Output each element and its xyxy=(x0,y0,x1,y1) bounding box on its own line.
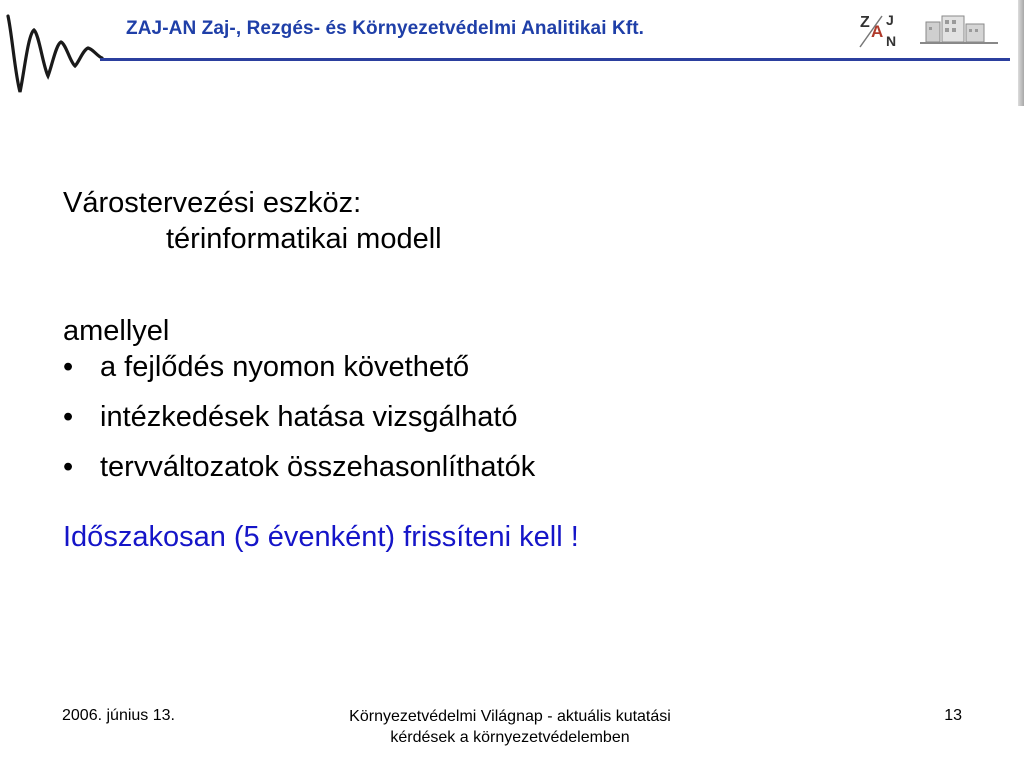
bullet-text: a fejlődés nyomon követhető xyxy=(100,350,470,383)
page-number: 13 xyxy=(944,707,962,724)
scrollbar-edge xyxy=(1018,0,1024,106)
footer-title-line: kérdések a környezetvédelemben xyxy=(390,728,630,746)
header-divider xyxy=(100,58,1010,61)
company-name: ZAJ-AN Zaj-, Rezgés- és Környezetvédelmi Analitikai Kft. xyxy=(126,18,645,39)
svg-text:A: A xyxy=(871,22,884,41)
bullet-item xyxy=(63,400,579,436)
building-logo-icon xyxy=(920,12,998,46)
slide-subheading: térinformatikai modell xyxy=(166,222,442,255)
bullet-icon: • xyxy=(63,450,74,483)
slide-heading: Várostervezési eszköz: xyxy=(63,187,362,219)
bullet-text: tervváltozatok összehasonlíthatók xyxy=(100,450,536,483)
svg-text:J: J xyxy=(886,12,894,28)
wave-logo-icon xyxy=(6,4,104,100)
footer-title-line: Környezetvédelmi Világnap - aktuális kutatási xyxy=(349,708,671,725)
bullet-text: intézkedések hatása vizsgálható xyxy=(100,400,518,433)
footer-date: 2006. június 13. xyxy=(62,707,175,724)
svg-text:Z: Z xyxy=(860,14,870,31)
slide-body xyxy=(63,186,579,556)
bullet-item xyxy=(63,350,579,386)
zajan-logo-icon xyxy=(858,10,902,50)
highlight-text: Időszakosan (5 évenként) frissíteni kell ! xyxy=(63,520,579,553)
intro-text: amellyel xyxy=(63,314,170,347)
svg-text:N: N xyxy=(886,33,897,49)
footer-title xyxy=(290,707,730,749)
slide-header xyxy=(0,0,1024,100)
bullet-icon: • xyxy=(63,350,74,383)
bullet-item xyxy=(63,450,579,486)
bullet-icon: • xyxy=(63,400,74,433)
